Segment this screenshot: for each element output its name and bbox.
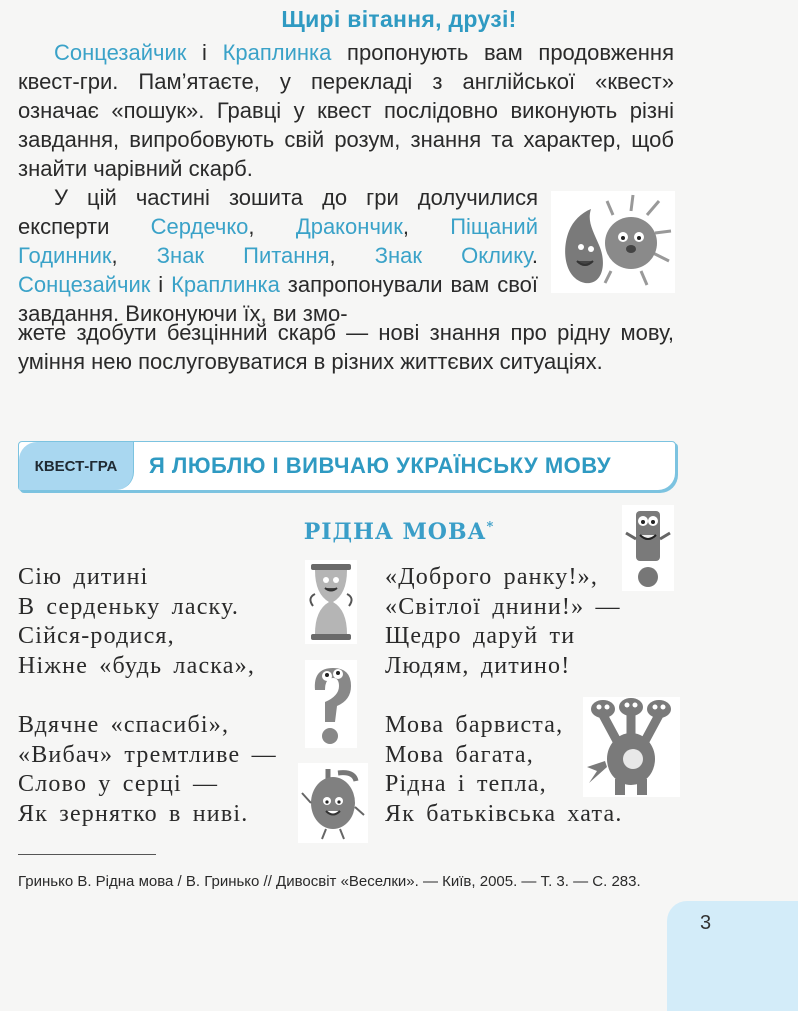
question-mark-character-icon <box>305 660 357 748</box>
intro-paragraph-2-tail: жете здобути безцінний скарб — нові знання про рідну мову, уміння нею послуговуватися в різних життєвих ситуаціях. <box>18 320 674 374</box>
poem-title-text: РІДНА МОВА <box>303 519 487 545</box>
character-name: Сердечко <box>150 214 249 239</box>
text-run: , <box>111 243 157 268</box>
text-run: пропонують вам продовження квест-гри. Пам’ятаєте, у перекладі з англійської «квест» означає «пошук». Гравці у квест послідовно виконують різні завдання, випробовують свій розум, знання та характер, щоб знайти чарівний скарб. <box>18 40 674 181</box>
poem-title <box>0 519 798 545</box>
poem-stanza-1 <box>18 563 255 681</box>
poem-line: Сію дитині <box>18 564 149 590</box>
character-name: Сонцезайчик <box>54 40 187 65</box>
quest-game-title: Я ЛЮБЛЮ І ВИВЧАЮ УКРАЇНСЬКУ МОВУ <box>149 453 612 478</box>
poem-line: Як зернятко в ниві. <box>18 800 249 827</box>
quest-game-banner <box>18 441 676 491</box>
three-headed-dragon-character-icon <box>583 697 680 797</box>
page-number-tab <box>667 901 798 1011</box>
character-name: Дракончик <box>295 214 403 239</box>
text-run: , <box>329 243 375 268</box>
text-run: , <box>248 214 296 239</box>
hourglass-character-icon <box>305 560 357 644</box>
poem-line: В серденьку ласку. <box>18 593 240 620</box>
poem-line: Мова багата, <box>385 741 534 768</box>
poem-line: Як батьківська хата. <box>385 800 623 827</box>
exclamation-mark-character-icon <box>622 505 674 591</box>
poem-line: «Світлої днини!» — <box>385 593 621 620</box>
character-name: Сонцезайчик <box>18 272 151 297</box>
footnote-divider <box>18 854 156 855</box>
poem-line: «Вибач» тремтливе — <box>18 741 277 768</box>
page-number: 3 <box>700 912 712 934</box>
text-run: . <box>531 243 538 268</box>
text-run: запропонували вам свої завдання. Виконуючи їх, ви змо- <box>18 272 538 326</box>
footnote-marker: * <box>486 519 495 535</box>
quest-game-tag: КВЕСТ-ГРА <box>19 442 134 490</box>
greeting-title: Щирі вітання, друзі! <box>281 6 517 32</box>
character-name: Знак Оклику <box>374 243 532 268</box>
poem-line: Мова барвиста, <box>385 712 564 738</box>
intro-paragraph-2 <box>18 183 538 328</box>
poem-line: «Доброго ранку!», <box>385 564 599 590</box>
character-name: Краплинка <box>222 40 332 65</box>
poem-stanza-3 <box>18 711 277 829</box>
character-name: Піщаний Годинник <box>18 214 538 268</box>
text-run: , <box>402 214 451 239</box>
poem-line: Щедро даруй ти <box>385 623 576 649</box>
poem-line: Рідна і тепла, <box>385 771 547 797</box>
footnote-text: Гринько В. Рідна мова / В. Гринько // Дивосвіт «Веселки». — Київ, 2005. — Т. 3. — С. 283. <box>18 873 641 890</box>
sunbeam-and-droplet-illustration <box>551 191 675 293</box>
character-name: Краплинка <box>171 272 280 297</box>
poem-line: Ніжне «будь ласка», <box>18 652 256 679</box>
heart-character-icon <box>298 763 368 843</box>
poem-line: Вдячне «спасибі», <box>18 712 230 738</box>
poem-line: Людям, дитино! <box>385 652 571 679</box>
character-name: Знак Питання <box>156 243 330 268</box>
poem-line: Слово у серці — <box>18 771 219 797</box>
poem-stanza-2 <box>385 563 621 681</box>
poem-line: Сійся-родися, <box>18 623 175 649</box>
text-run: і <box>186 40 223 65</box>
intro-paragraph-1 <box>18 38 674 183</box>
text-run: У цій частині зошита до гри долучилися експерти <box>18 185 538 239</box>
text-run: і <box>150 272 172 297</box>
